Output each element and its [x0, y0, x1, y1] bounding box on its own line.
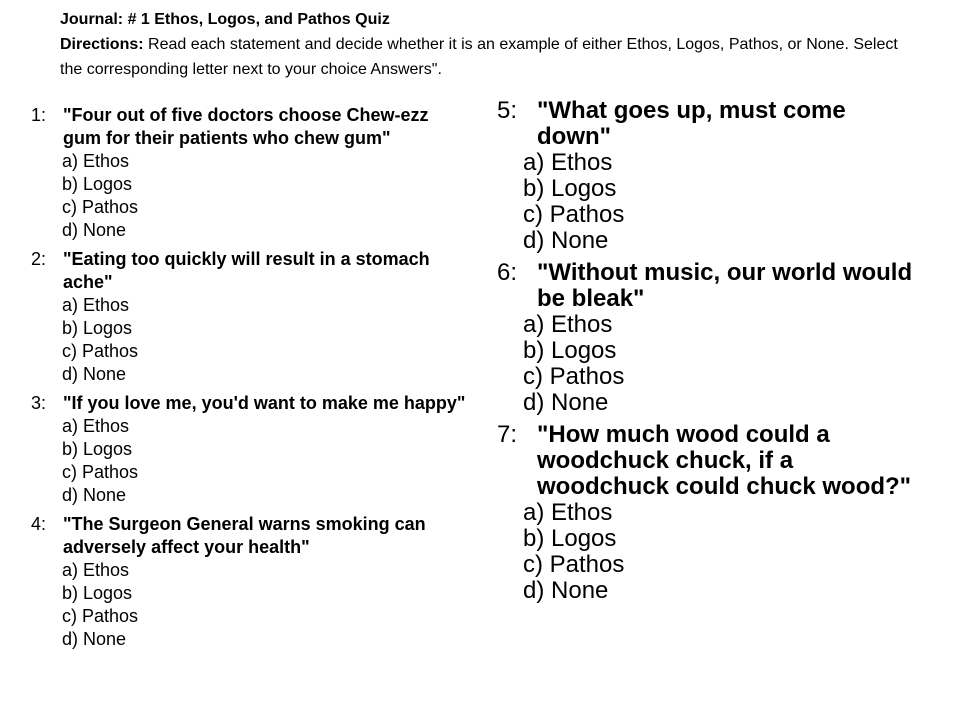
question-6: [497, 260, 917, 416]
answer-options: [31, 559, 471, 651]
option-d[interactable]: d) None: [62, 629, 127, 649]
option-b[interactable]: b) Logos: [62, 174, 133, 194]
question-stem: [31, 513, 471, 559]
option-c[interactable]: c) Pathos: [523, 551, 625, 578]
option-b[interactable]: b) Logos: [523, 175, 617, 202]
answer-options: [31, 294, 471, 386]
question-1: [31, 104, 471, 242]
option-b[interactable]: b) Logos: [523, 337, 617, 364]
question-2: [31, 248, 471, 386]
question-text: "How much wood could a woodchuck chuck, if a woodchuck could chuck wood?": [537, 421, 912, 500]
option-b[interactable]: b) Logos: [62, 583, 133, 603]
quiz-header: [60, 8, 920, 82]
question-stem: [497, 260, 917, 312]
option-b[interactable]: b) Logos: [62, 318, 133, 338]
answer-options: [31, 415, 471, 507]
question-stem: [497, 98, 917, 150]
option-a[interactable]: a) Ethos: [523, 499, 613, 526]
option-a[interactable]: a) Ethos: [523, 149, 613, 176]
option-c[interactable]: c) Pathos: [62, 462, 139, 482]
option-a[interactable]: a) Ethos: [62, 560, 130, 580]
option-b[interactable]: b) Logos: [62, 439, 133, 459]
question-stem: [31, 392, 471, 415]
quiz-title: Journal: # 1 Ethos, Logos, and Pathos Quiz: [60, 11, 390, 28]
option-a[interactable]: a) Ethos: [62, 295, 130, 315]
question-text: "Four out of five doctors choose Chew-ezz gum for their patients who chew gum": [63, 105, 429, 148]
right-column: [497, 98, 917, 610]
question-3: [31, 392, 471, 507]
question-number: 7:: [497, 421, 524, 448]
question-number: 1:: [31, 105, 52, 125]
question-text: "If you love me, you'd want to make me happy": [63, 393, 466, 413]
answer-options: [497, 312, 917, 416]
answer-options: [497, 500, 917, 604]
question-stem: [497, 422, 917, 500]
question-number: 2:: [31, 249, 52, 269]
left-column: [31, 104, 471, 657]
directions-text: Read each statement and decide whether it is an example of either Ethos, Logos, Pathos, or None. Select the corresponding letter next to your choice Answers".: [60, 36, 898, 78]
option-d[interactable]: d) None: [523, 577, 609, 604]
option-c[interactable]: c) Pathos: [523, 201, 625, 228]
option-c[interactable]: c) Pathos: [62, 197, 139, 217]
option-b[interactable]: b) Logos: [523, 525, 617, 552]
answer-options: [497, 150, 917, 254]
quiz-directions: [60, 32, 920, 82]
question-number: 6:: [497, 259, 524, 286]
option-c[interactable]: c) Pathos: [523, 363, 625, 390]
question-text: "Without music, our world would be bleak": [537, 259, 913, 312]
question-5: [497, 98, 917, 254]
option-d[interactable]: d) None: [62, 485, 127, 505]
question-text: "Eating too quickly will result in a stomach ache": [63, 249, 430, 292]
option-d[interactable]: d) None: [523, 227, 609, 254]
option-a[interactable]: a) Ethos: [62, 151, 130, 171]
question-stem: [31, 104, 471, 150]
question-number: 3:: [31, 393, 52, 413]
option-d[interactable]: d) None: [523, 389, 609, 416]
question-number: 4:: [31, 514, 52, 534]
question-text: "The Surgeon General warns smoking can adversely affect your health": [63, 514, 426, 557]
option-c[interactable]: c) Pathos: [62, 606, 139, 626]
question-7: [497, 422, 917, 604]
option-c[interactable]: c) Pathos: [62, 341, 139, 361]
answer-options: [31, 150, 471, 242]
option-d[interactable]: d) None: [62, 220, 127, 240]
question-4: [31, 513, 471, 651]
option-a[interactable]: a) Ethos: [62, 416, 130, 436]
question-number: 5:: [497, 97, 524, 124]
directions-label: Directions:: [60, 36, 144, 53]
question-stem: [31, 248, 471, 294]
option-d[interactable]: d) None: [62, 364, 127, 384]
option-a[interactable]: a) Ethos: [523, 311, 613, 338]
question-text: "What goes up, must come down": [537, 97, 846, 150]
